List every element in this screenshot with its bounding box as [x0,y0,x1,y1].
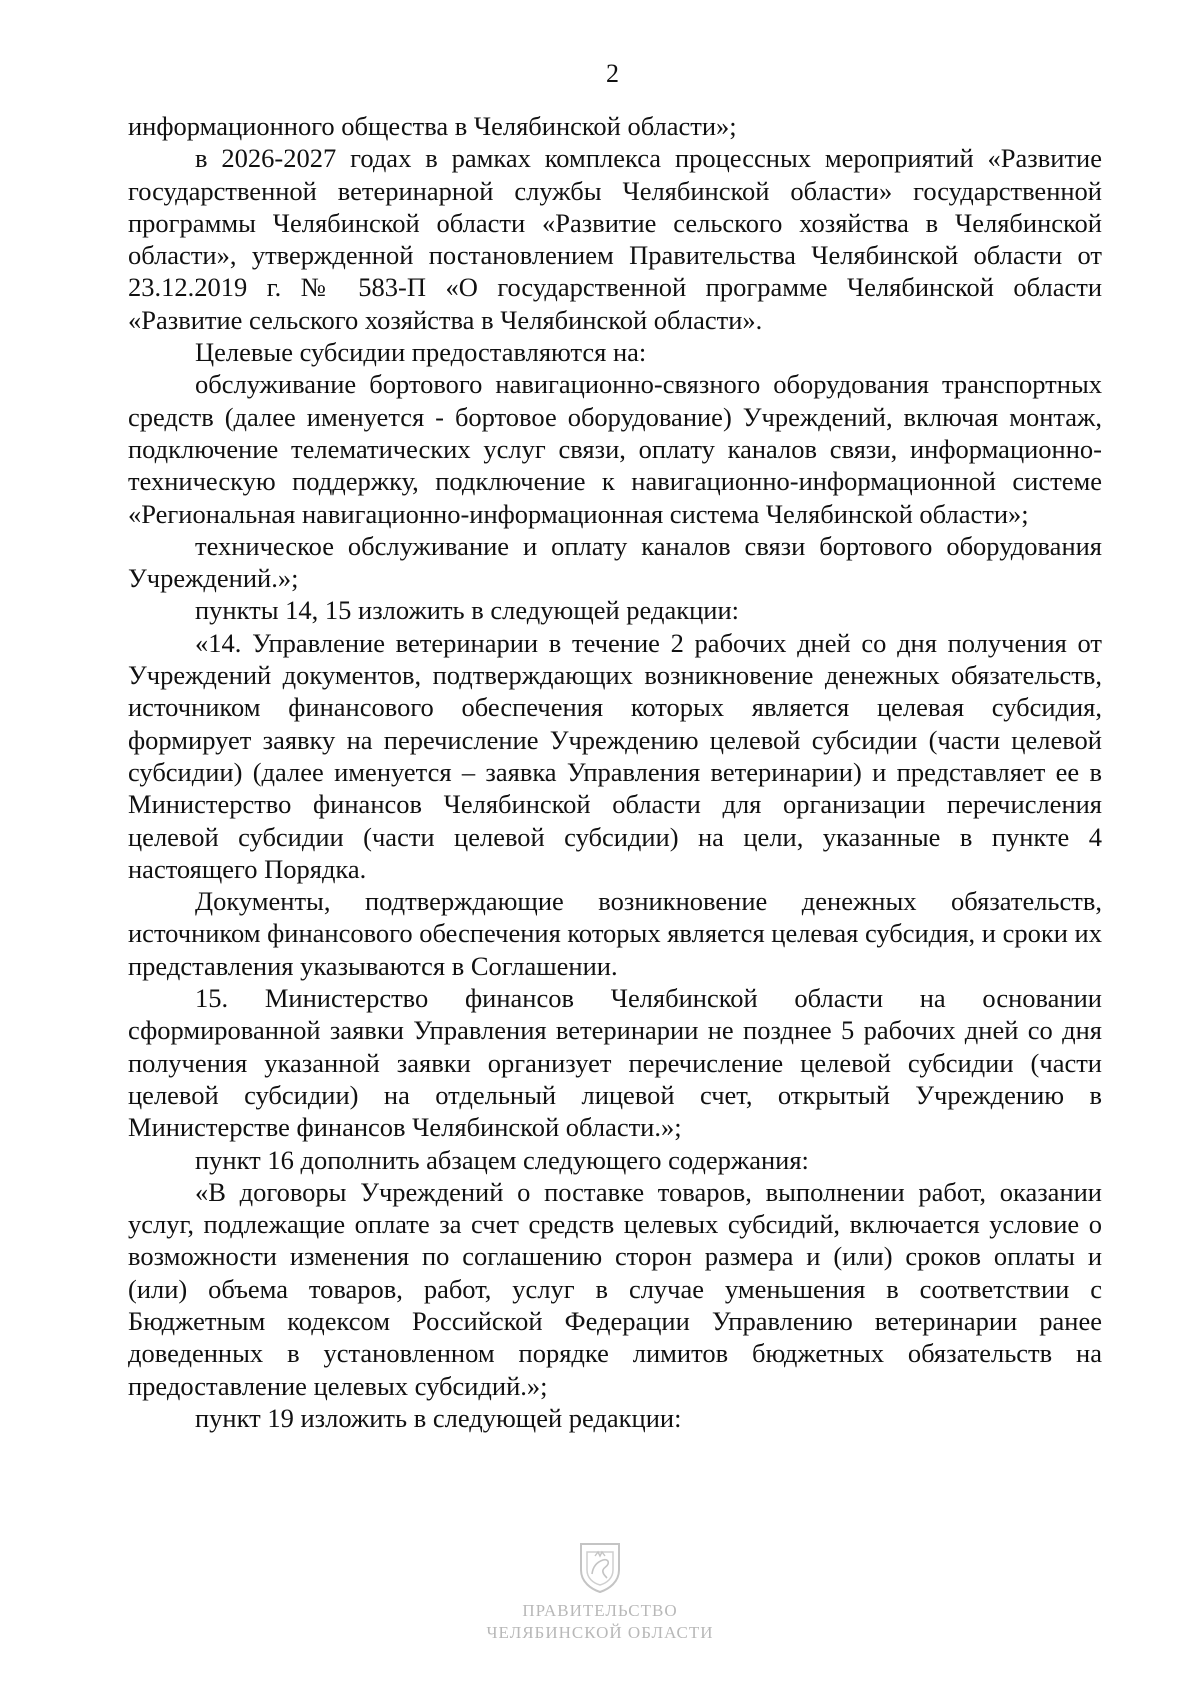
paragraph-6: пункты 14, 15 изложить в следующей редакции: [195,595,740,626]
paragraph-8: Документы, подтверждающие возникновение денежных обязательств, источником финансового обеспечения которых является целевая субсидия, и сроки их представления указываются в Соглашении. [128,886,1102,981]
coat-of-arms-icon [577,1540,623,1594]
page-number: 2 [606,59,619,88]
paragraph-11: «В договоры Учреждений о поставке товаров, выполнении работ, оказании услуг, подлежащие оплате за счет средств целевых субсидий, включается условие о возможности изменения по соглашению сторон размера и (или) сроков оплаты и (или) объема товаров, работ, услуг в случае уменьшения в соответствии с Бюджетным кодексом Российской Федерации Управлению ветеринарии ранее доведенных в установленном порядке лимитов бюджетных обязательств на предоставление целевых субсидий.»; [128,1176,1102,1401]
paragraph-3: Целевые субсидии предоставляются на: [195,337,647,368]
paragraph-4: обслуживание бортового навигационно-связного оборудования транспортных средств (далее именуется - бортовое оборудование) Учреждений, включая монтаж, подключение телематических услуг связи, оплату каналов связи, информационно-техническую поддержку, подключение к навигационно-информационной системе «Региональная навигационно-информационная система Челябинской области»; [128,369,1102,529]
paragraph-1: информационного общества в Челябинской области»; [128,111,737,141]
paragraph-10: пункт 16 дополнить абзацем следующего содержания: [195,1144,809,1175]
paragraph-12: пункт 19 изложить в следующей редакции: [195,1402,682,1433]
paragraph-2: в 2026-2027 годах в рамках комплекса процессных мероприятий «Развитие государственной ветеринарной службы Челябинской области» государственной программы Челябинской области «Развитие сельского хозяйства в Челябинской области», утвержденной постановлением Правительства Челябинской области от 23.12.2019 г. № 583-П «О государственной программе Челябинской области «Развитие сельского хозяйства в Челябинской области». [128,143,1102,335]
paragraph-5: техническое обслуживание и оплату каналов связи бортового оборудования Учреждений.»; [128,530,1102,594]
paragraph-7: «14. Управление ветеринарии в течение 2 рабочих дней со дня получения от Учреждений документов, подтверждающих возникновение денежных обязательств, источником финансового обеспечения которых является целевая субсидия, формирует заявку на перечисление Учреждению целевой субсидии (части целевой субсидии) (далее именуется – заявка Управления ветеринарии) и представляет ее в Министерство финансов Челябинской области для организации перечисления целевой субсидии (части целевой субсидии) на цели, указанные в пункте 4 настоящего Порядка. [128,627,1102,884]
document-body [128,110,1102,1434]
watermark-line-1: ПРАВИТЕЛЬСТВО [522,1601,678,1620]
paragraph-9: 15. Министерство финансов Челябинской области на основании сформированной заявки Управления ветеринарии не позднее 5 рабочих дней со дня получения указанной заявки организует перечисление целевой субсидии (части целевой субсидии) на отдельный лицевой счет, открытый Учреждению в Министерстве финансов Челябинской области.»; [128,983,1102,1143]
government-watermark [450,1540,750,1644]
watermark-line-2: ЧЕЛЯБИНСКОЙ ОБЛАСТИ [486,1623,714,1642]
